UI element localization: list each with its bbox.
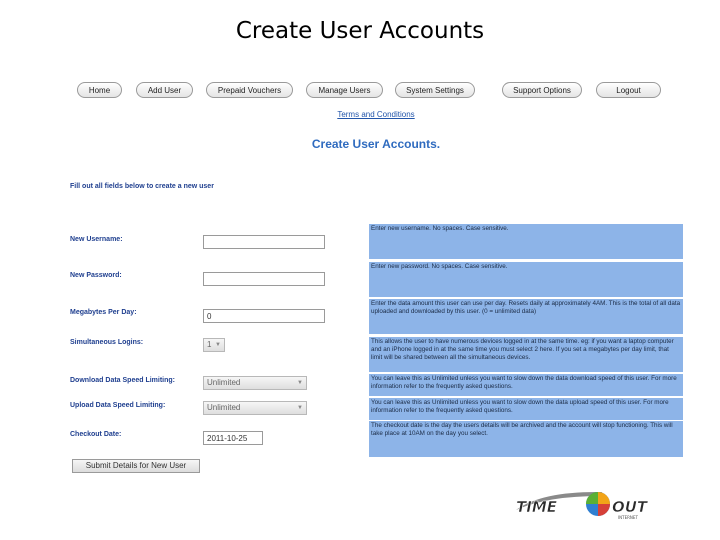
help-checkout: The checkout date is the day the users details will be archived and the account will stop functioning. This will take place at 10AM on the day you select. [369, 421, 683, 457]
checkout-date-input[interactable] [203, 431, 263, 445]
help-username: Enter new username. No spaces. Case sensitive. [369, 224, 683, 259]
password-input[interactable] [203, 272, 325, 286]
help-download: You can leave this as Unlimited unless you want to slow down the data download speed of this user. For more information refer to the frequently asked questions. [369, 374, 683, 396]
intro-text: Fill out all fields below to create a new user [70, 183, 214, 190]
username-input[interactable] [203, 235, 325, 249]
upload-label: Upload Data Speed Limiting: [70, 402, 166, 409]
chevron-down-icon: ▼ [215, 342, 221, 348]
timeout-logo [512, 488, 692, 522]
nav-manage-users-button[interactable]: Manage Users [306, 82, 383, 98]
download-select-value: Unlimited [207, 378, 241, 387]
nav-prepaid-vouchers-button[interactable]: Prepaid Vouchers [206, 82, 293, 98]
checkout-label: Checkout Date: [70, 431, 122, 438]
download-speed-select[interactable] [203, 376, 307, 390]
chevron-down-icon: ▼ [297, 405, 303, 411]
nav-support-options-button[interactable]: Support Options [502, 82, 582, 98]
help-megabytes: Enter the data amount this user can use per day. Resets daily at approximately 4AM. This is the total of all data uploaded and downloaded by this user. (0 = unlimited data) [369, 299, 683, 334]
download-label: Download Data Speed Limiting: [70, 377, 176, 384]
chevron-down-icon: ▼ [297, 380, 303, 386]
nav-add-user-button[interactable]: Add User [136, 82, 193, 98]
page-heading: Create User Accounts. [311, 137, 441, 151]
logins-select-value: 1 [207, 340, 212, 349]
terms-link[interactable]: Terms and Conditions [337, 110, 415, 119]
megabytes-label: Megabytes Per Day: [70, 309, 137, 316]
password-label: New Password: [70, 272, 122, 279]
megabytes-input[interactable] [203, 309, 325, 323]
logins-select[interactable] [203, 338, 225, 352]
upload-speed-select[interactable] [203, 401, 307, 415]
help-logins: This allows the user to have numerous devices logged in at the same time. eg: if you want a laptop computer and an iPhone logged in at the same time you must select 2 here. If you set a megabytes per day limit, that limit will be shared between all the simultaneous devices. [369, 337, 683, 372]
nav-logout-button[interactable]: Logout [596, 82, 661, 98]
logo-globe-icon [586, 492, 610, 516]
logo-text-right: OUT [612, 498, 648, 516]
logo-tagline: INTERNET [618, 515, 638, 520]
nav-system-settings-button[interactable]: System Settings [395, 82, 475, 98]
main-nav [0, 82, 720, 100]
nav-home-button[interactable]: Home [77, 82, 122, 98]
slide-title: Create User Accounts [235, 18, 485, 44]
logo-text-left: TIME [516, 498, 557, 516]
upload-select-value: Unlimited [207, 403, 241, 412]
logins-label: Simultaneous Logins: [70, 339, 144, 346]
megabytes-value: 0 [207, 312, 212, 321]
submit-button[interactable]: Submit Details for New User [72, 459, 200, 473]
help-password: Enter new password. No spaces. Case sensitive. [369, 262, 683, 297]
username-label: New Username: [70, 236, 123, 243]
checkout-date-value: 2011-10-25 [207, 434, 248, 443]
help-upload: You can leave this as Unlimited unless you want to slow down the data upload speed of this user. For more information refer to the frequently asked questions. [369, 398, 683, 420]
